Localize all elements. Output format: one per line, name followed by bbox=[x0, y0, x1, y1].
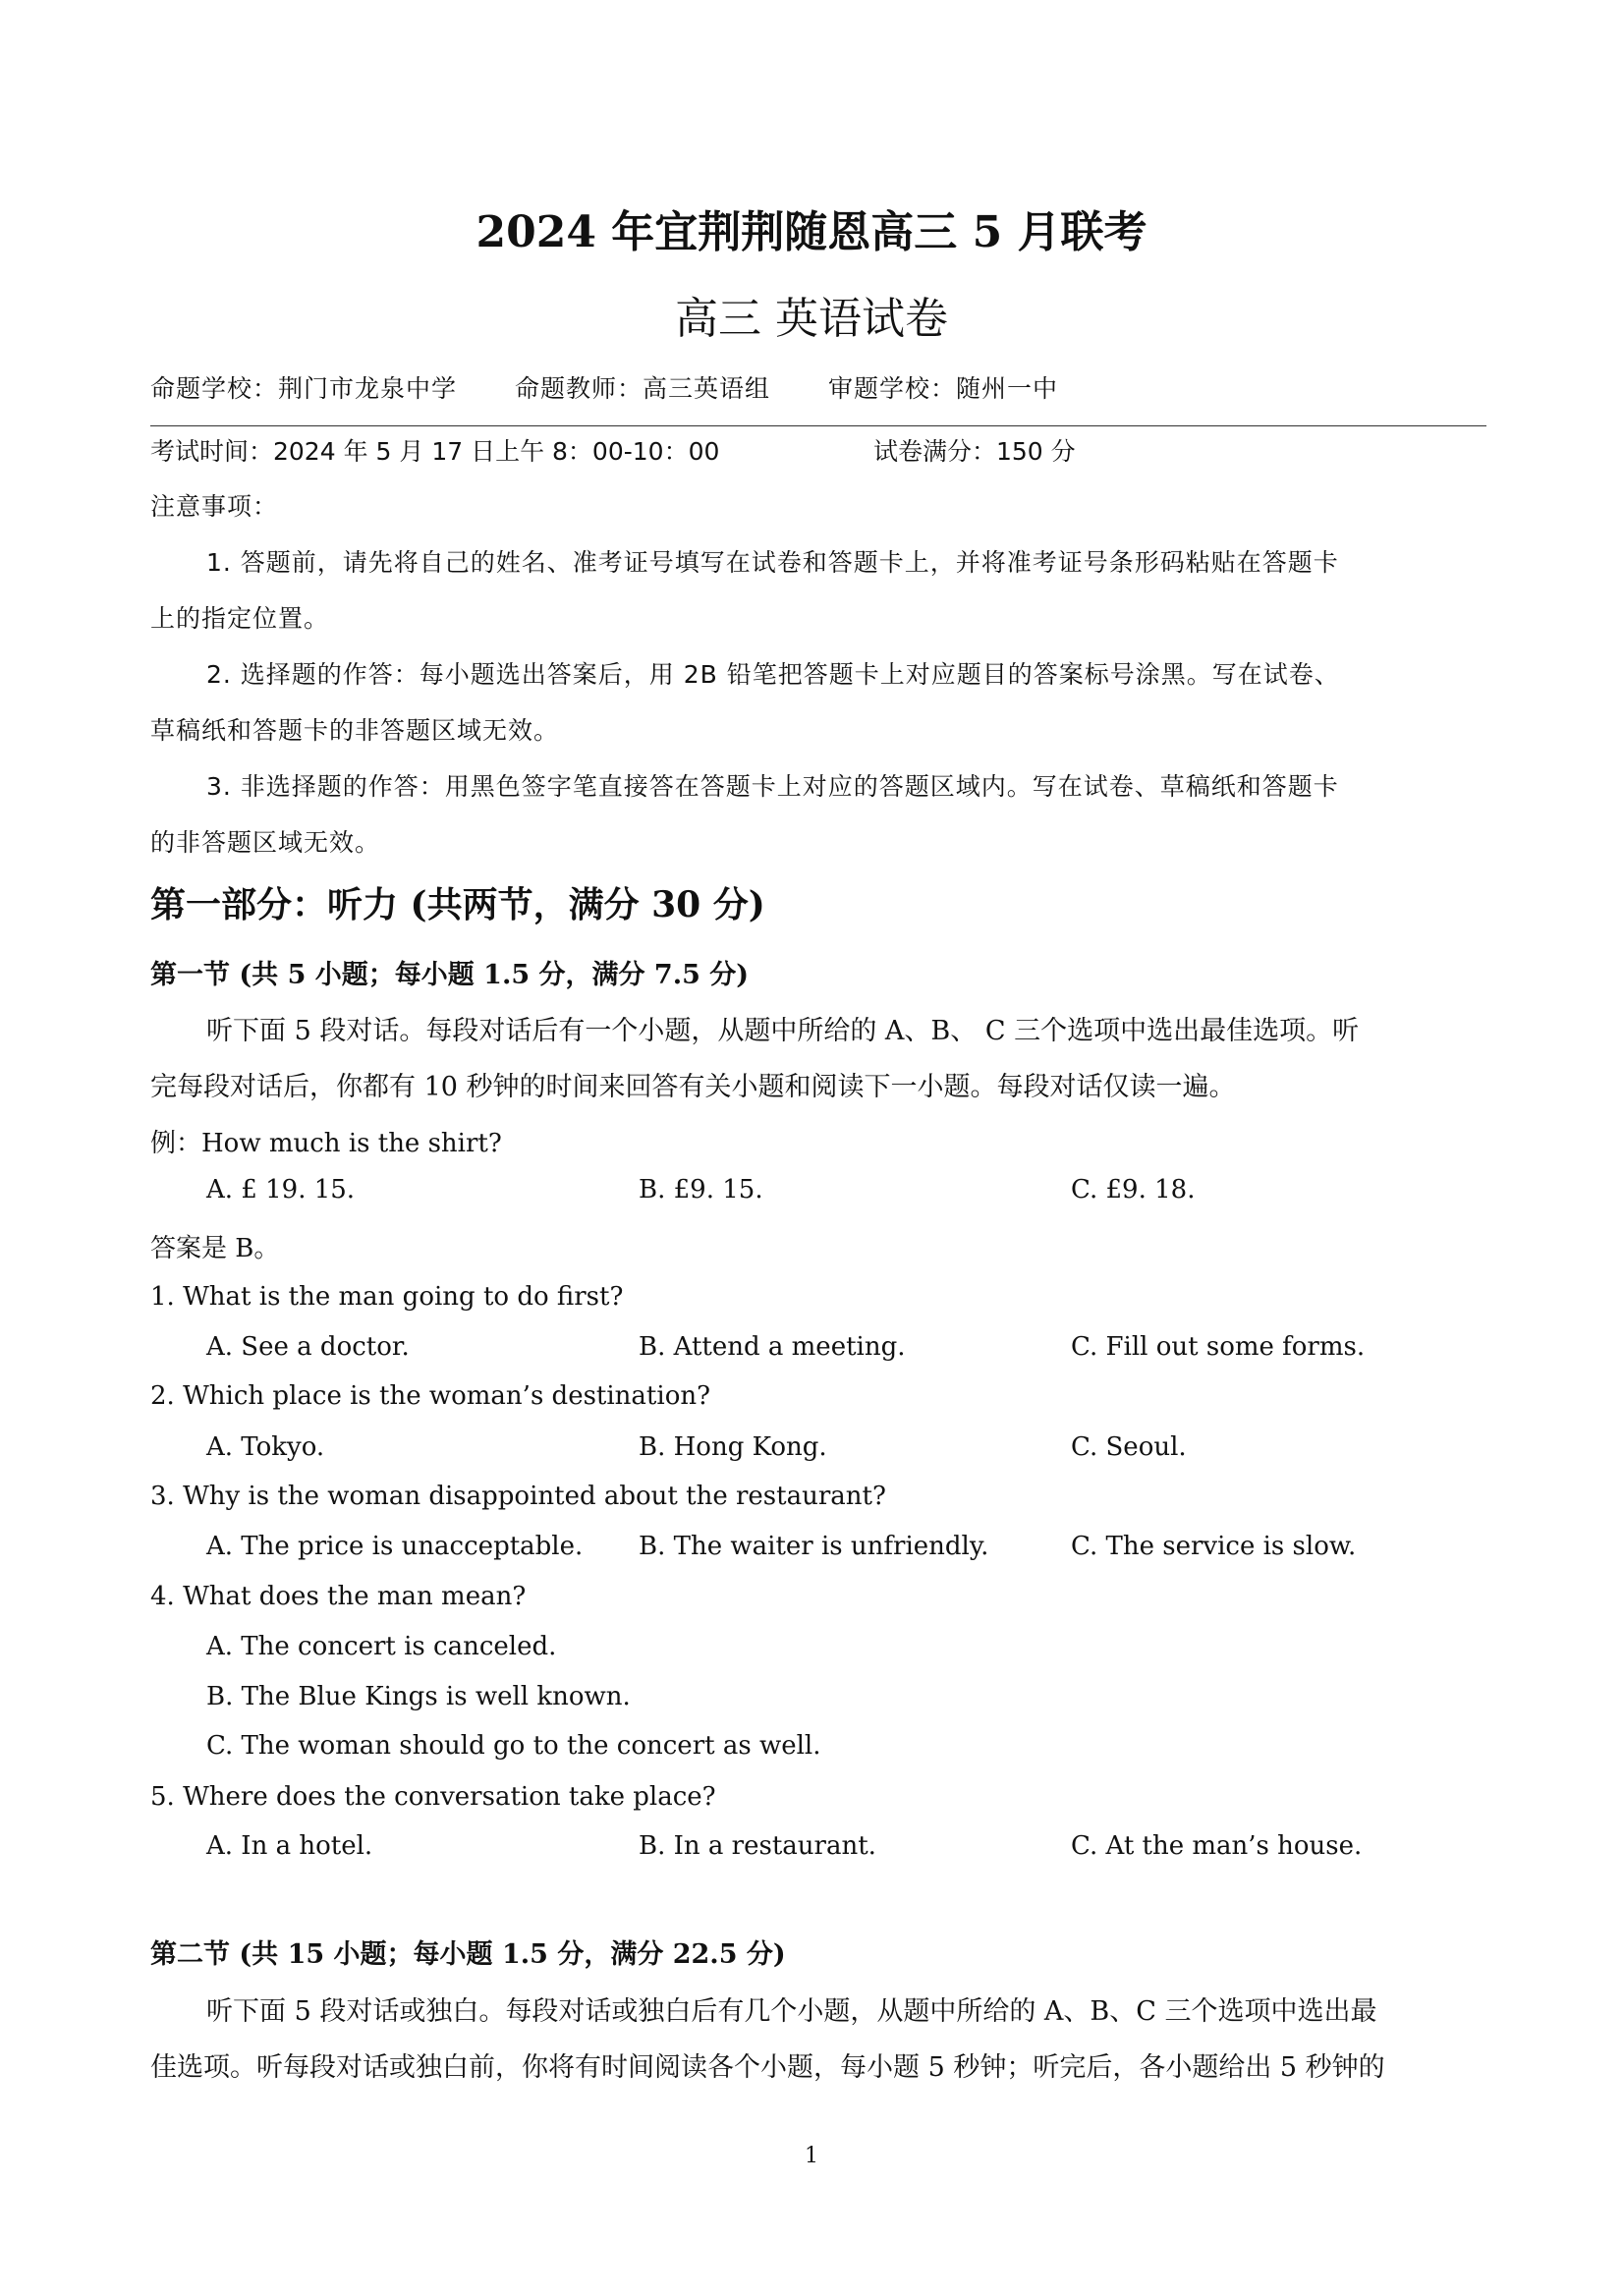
part1-heading: 第一部分：听力 (共两节，满分 30 分) bbox=[150, 884, 765, 925]
question-3: 3. Why is the woman disappointed about the restaurant? bbox=[150, 1482, 886, 1511]
example-option-b: B. £9. 15. bbox=[639, 1175, 763, 1204]
q2-option-a: A. Tokyo. bbox=[206, 1432, 325, 1462]
example-option-a: A. £ 19. 15. bbox=[206, 1175, 356, 1204]
section2-instructions: 听下面 5 段对话或独白。每段对话或独白后有几个小题，从题中所给的 A、B、C 三个选项中选出最 bbox=[206, 1996, 1377, 2027]
q2-option-c: C. Seoul. bbox=[1071, 1432, 1187, 1462]
notice-heading: 注意事项： bbox=[150, 492, 279, 521]
q5-option-b: B. In a restaurant. bbox=[639, 1831, 876, 1861]
meta-teacher: 命题教师：高三英语组 bbox=[514, 374, 770, 403]
question-2: 2. Which place is the woman’s destination? bbox=[150, 1381, 711, 1411]
section1-instructions: 听下面 5 段对话。每段对话后有一个小题，从题中所给的 A、B、 C 三个选项中选出最佳选项。听 bbox=[206, 1016, 1360, 1046]
exam-title: 2024 年宜荆荆随恩高三 5 月联考 bbox=[476, 207, 1147, 257]
example-question: 例：How much is the shirt? bbox=[150, 1129, 502, 1158]
q3-option-b: B. The waiter is unfriendly. bbox=[639, 1532, 989, 1561]
q1-option-b: B. Attend a meeting. bbox=[639, 1332, 906, 1362]
q2-option-b: B. Hong Kong. bbox=[639, 1432, 827, 1462]
question-5: 5. Where does the conversation take place? bbox=[150, 1782, 716, 1812]
page-number: 1 bbox=[805, 2144, 818, 2168]
section2-instructions-cont: 佳选项。听每段对话或独白前，你将有时间阅读各个小题，每小题 5 秒钟；听完后，各小题给出 5 秒钟的 bbox=[150, 2052, 1385, 2083]
notice-item-3: 3. 非选择题的作答：用黑色签字笔直接答在答题卡上对应的答题区域内。写在试卷、草稿纸和答题卡 bbox=[206, 772, 1339, 801]
q1-option-c: C. Fill out some forms. bbox=[1071, 1332, 1366, 1362]
exam-subtitle: 高三 英语试卷 bbox=[675, 294, 948, 344]
notice-item-1: 1. 答题前，请先将自己的姓名、准考证号填写在试卷和答题卡上，并将准考证号条形码粘贴在答题卡 bbox=[206, 548, 1339, 577]
section2-heading: 第二节 (共 15 小题；每小题 1.5 分，满分 22.5 分) bbox=[150, 1939, 786, 1970]
q5-option-c: C. At the man’s house. bbox=[1071, 1831, 1363, 1861]
q3-option-c: C. The service is slow. bbox=[1071, 1532, 1357, 1561]
q4-option-c: C. The woman should go to the concert as well. bbox=[206, 1731, 821, 1761]
example-answer: 答案是 B。 bbox=[150, 1234, 280, 1263]
q4-option-b: B. The Blue Kings is well known. bbox=[206, 1682, 631, 1711]
notice-item-3-cont: 的非答题区域无效。 bbox=[150, 828, 381, 857]
notice-item-2: 2. 选择题的作答：每小题选出答案后，用 2B 铅笔把答题卡上对应题目的答案标号涂黑。写在试卷、 bbox=[206, 660, 1340, 689]
q3-option-a: A. The price is unacceptable. bbox=[206, 1532, 584, 1561]
section1-heading: 第一节 (共 5 小题；每小题 1.5 分，满分 7.5 分) bbox=[150, 960, 750, 990]
q1-option-a: A. See a doctor. bbox=[206, 1332, 410, 1362]
exam-info bbox=[150, 432, 1076, 468]
header-divider bbox=[150, 425, 1486, 426]
notice-item-1-cont: 上的指定位置。 bbox=[150, 604, 330, 633]
notice-item-2-cont: 草稿纸和答题卡的非答题区域无效。 bbox=[150, 716, 560, 745]
question-1: 1. What is the man going to do first? bbox=[150, 1282, 624, 1312]
example-option-c: C. £9. 18. bbox=[1071, 1175, 1196, 1204]
exam-meta bbox=[150, 369, 1107, 405]
question-4: 4. What does the man mean? bbox=[150, 1582, 527, 1611]
q4-option-a: A. The concert is canceled. bbox=[206, 1632, 557, 1661]
q5-option-a: A. In a hotel. bbox=[206, 1831, 373, 1861]
meta-school: 命题学校：荆门市龙泉中学 bbox=[150, 374, 458, 403]
meta-review: 审题学校：随州一中 bbox=[827, 374, 1058, 403]
exam-time: 考试时间：2024 年 5 月 17 日上午 8：00-10：00 bbox=[150, 437, 720, 466]
full-score: 试卷满分：150 分 bbox=[873, 437, 1076, 466]
section1-instructions-cont: 完每段对话后，你都有 10 秒钟的时间来回答有关小题和阅读下一小题。每段对话仅读一遍。 bbox=[150, 1072, 1236, 1102]
